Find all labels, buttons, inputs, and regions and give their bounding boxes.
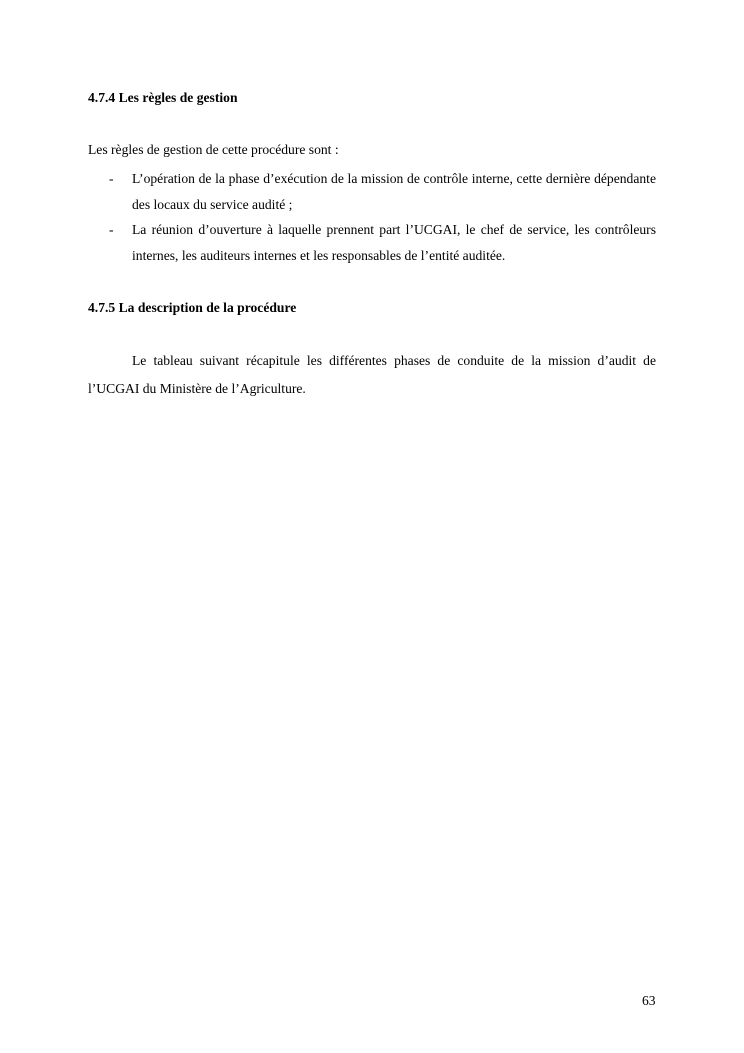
list-item <box>88 166 656 217</box>
list-item-text: L’opération de la phase d’exécution de la mission de contrôle interne, cette dernière dépendante des locaux du service audité ; <box>132 171 656 212</box>
list-item-marker: - <box>109 222 114 237</box>
section-heading-rules: 4.7.4 Les règles de gestion <box>88 90 238 105</box>
list-item <box>88 217 656 268</box>
list-item-marker: - <box>109 171 114 186</box>
section-heading-description: 4.7.5 La description de la procédure <box>88 300 297 315</box>
list-item-text: La réunion d’ouverture à laquelle prennent part l’UCGAI, le chef de service, les contrôleurs internes, les auditeurs internes et les responsables de l’entité auditée. <box>132 222 656 263</box>
rules-list <box>88 166 656 268</box>
page-number: 63 <box>642 993 656 1008</box>
rules-intro-text: Les règles de gestion de cette procédure sont : <box>88 142 339 157</box>
description-paragraph: Le tableau suivant récapitule les différentes phases de conduite de la mission d’audit de l’UCGAI du Ministère de l’Agriculture. <box>88 353 656 396</box>
